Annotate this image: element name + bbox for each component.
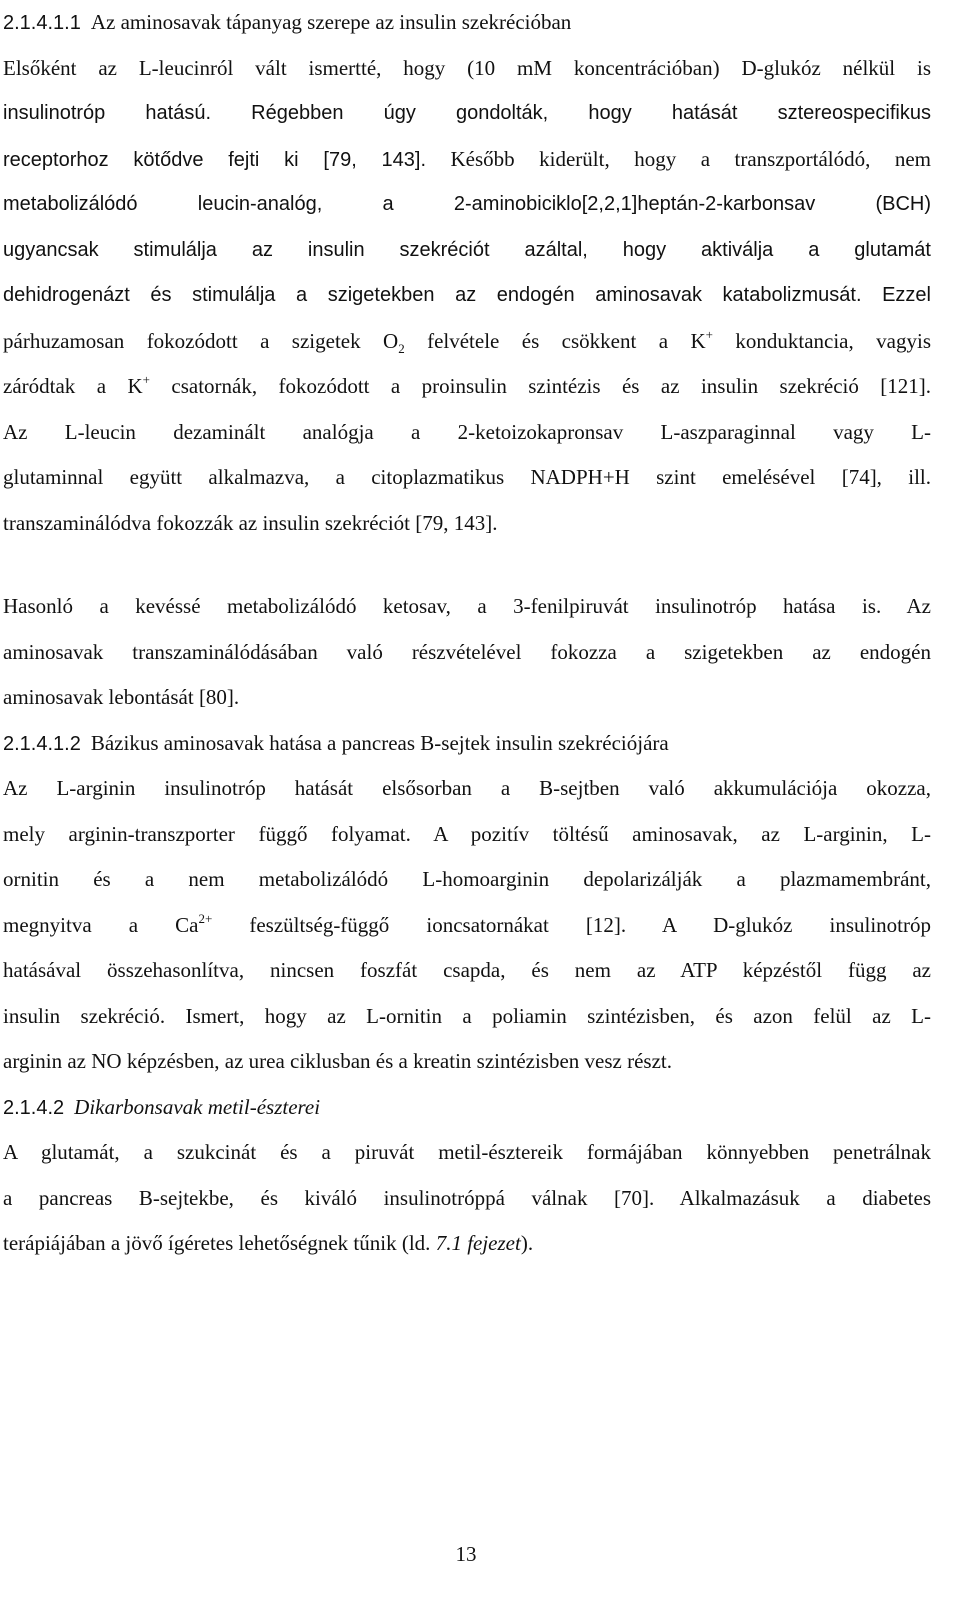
text-span: feszültség-függő ioncsatornákat [12]. A D-glukóz insulinotróp [212,912,932,937]
text-line [3,903,931,949]
section-heading [3,721,931,767]
text-line: Elsőként az L-leucinról vált ismertté, hogy (10 mM koncentrációban) D-glukóz nélkül is [3,55,931,80]
section-title: Bázikus aminosavak hatása a pancreas B-sejtek insulin szekréciójára [90,730,669,755]
text-span: párhuzamosan fokozódott a szigetek O [3,328,399,353]
text-line: hatásával összehasonlítva, nincsen foszfát csapda, és nem az ATP képzéstől függ az [3,958,931,982]
section-heading [3,1085,931,1131]
text-line: mely arginin-transzporter függő folyamat. A pozitív töltésű aminosavak, az L-arginin, L- [3,821,931,846]
text-line [3,1221,931,1267]
text-span: Később kiderült, hogy a transzportálódó, nem [426,146,932,171]
paragraph [3,766,931,1085]
text-span: megnyitva a Ca [3,912,199,937]
text-span: záródtak a K [3,374,143,398]
text-span: receptorhoz kötődve fejti ki [79, 143]. [3,148,427,171]
text-line: metabolizálódó leucin-analóg, a 2-aminobiciklo[2,2,1]heptán-2-karbonsav (BCH) [3,193,931,215]
text-line [3,319,931,365]
text-span: ). [520,1231,534,1255]
subscript: 2 [398,340,405,356]
text-line: aminosavak transzaminálódásában való részvételével fokozza a szigetekben az endogén [3,639,931,664]
section-title: Dikarbonsavak metil-észterei [74,1094,321,1119]
superscript: + [142,372,150,387]
superscript: 2+ [198,910,213,926]
text-line: a pancreas B-sejtekbe, és kiváló insulinotróppá válnak [70]. Alkalmazásuk a diabetes [3,1185,931,1210]
section-heading [3,0,931,46]
text-line [3,137,931,183]
text-line: Hasonló a kevéssé metabolizálódó ketosav, a 3-fenilpiruvát insulinotróp hatása is. Az [3,594,931,618]
paragraph [3,1130,931,1267]
section-number: 2.1.4.1.2 [3,732,81,755]
text-line: Az L-arginin insulinotróp hatását elsősorban a B-sejtben való akkumulációja okozza, [3,776,931,800]
text-line [3,364,931,410]
paragraph [3,46,931,547]
text-span: felvétele és csökkent a K [404,328,706,353]
text-line: aminosavak lebontását [80]. [3,685,240,709]
cross-reference: 7.1 fejezet [435,1231,521,1255]
text-line: arginin az NO képzésben, az urea ciklusban és a kreatin szintézisben vesz részt. [3,1049,672,1073]
section-title: Az aminosavak tápanyag szerepe az insulin szekrécióban [90,10,572,34]
text-line: A glutamát, a szukcinát és a piruvát metil-észtereik formájában könnyebben penetrálnak [3,1140,931,1164]
text-line: Az L-leucin dezaminált analógja a 2-ketoizokapronsav L-aszparaginnal vagy L- [3,419,931,444]
text-span: konduktancia, vagyis [712,328,931,353]
superscript: + [705,326,713,342]
section-number: 2.1.4.2 [3,1096,65,1119]
document-page [3,0,931,1267]
section-number: 2.1.4.1.1 [3,12,81,34]
text-span: csatornák, fokozódott a proinsulin szintézis és az insulin szekréció [121]. [149,374,932,398]
text-line: dehidrogenázt és stimulálja a szigetekben az endogén aminosavak katabolizmusát. Ezzel [3,284,931,306]
text-line: ornitin és a nem metabolizálódó L-homoarginin depolarizálják a plazmamembránt, [3,867,931,891]
paragraph-gap [3,546,931,584]
paragraph [3,584,931,721]
text-line: insulinotróp hatású. Régebben úgy gondolták, hogy hatását sztereospecifikus [3,102,931,124]
text-line: transzaminálódva fokozzák az insulin szekréciót [79, 143]. [3,510,498,535]
text-span: terápiájában a jövő ígéretes lehetőségnek tűnik (ld. [3,1231,436,1255]
page-number: 13 [455,1542,477,1566]
text-line: insulin szekréció. Ismert, hogy az L-ornitin a poliamin szintézisben, és azon felül az L- [3,1003,931,1028]
text-line: glutaminnal együtt alkalmazva, a citoplazmatikus NADPH+H szint emelésével [74], ill. [3,465,931,489]
text-line: ugyancsak stimulálja az insulin szekréciót azáltal, hogy aktiválja a glutamát [3,238,931,261]
